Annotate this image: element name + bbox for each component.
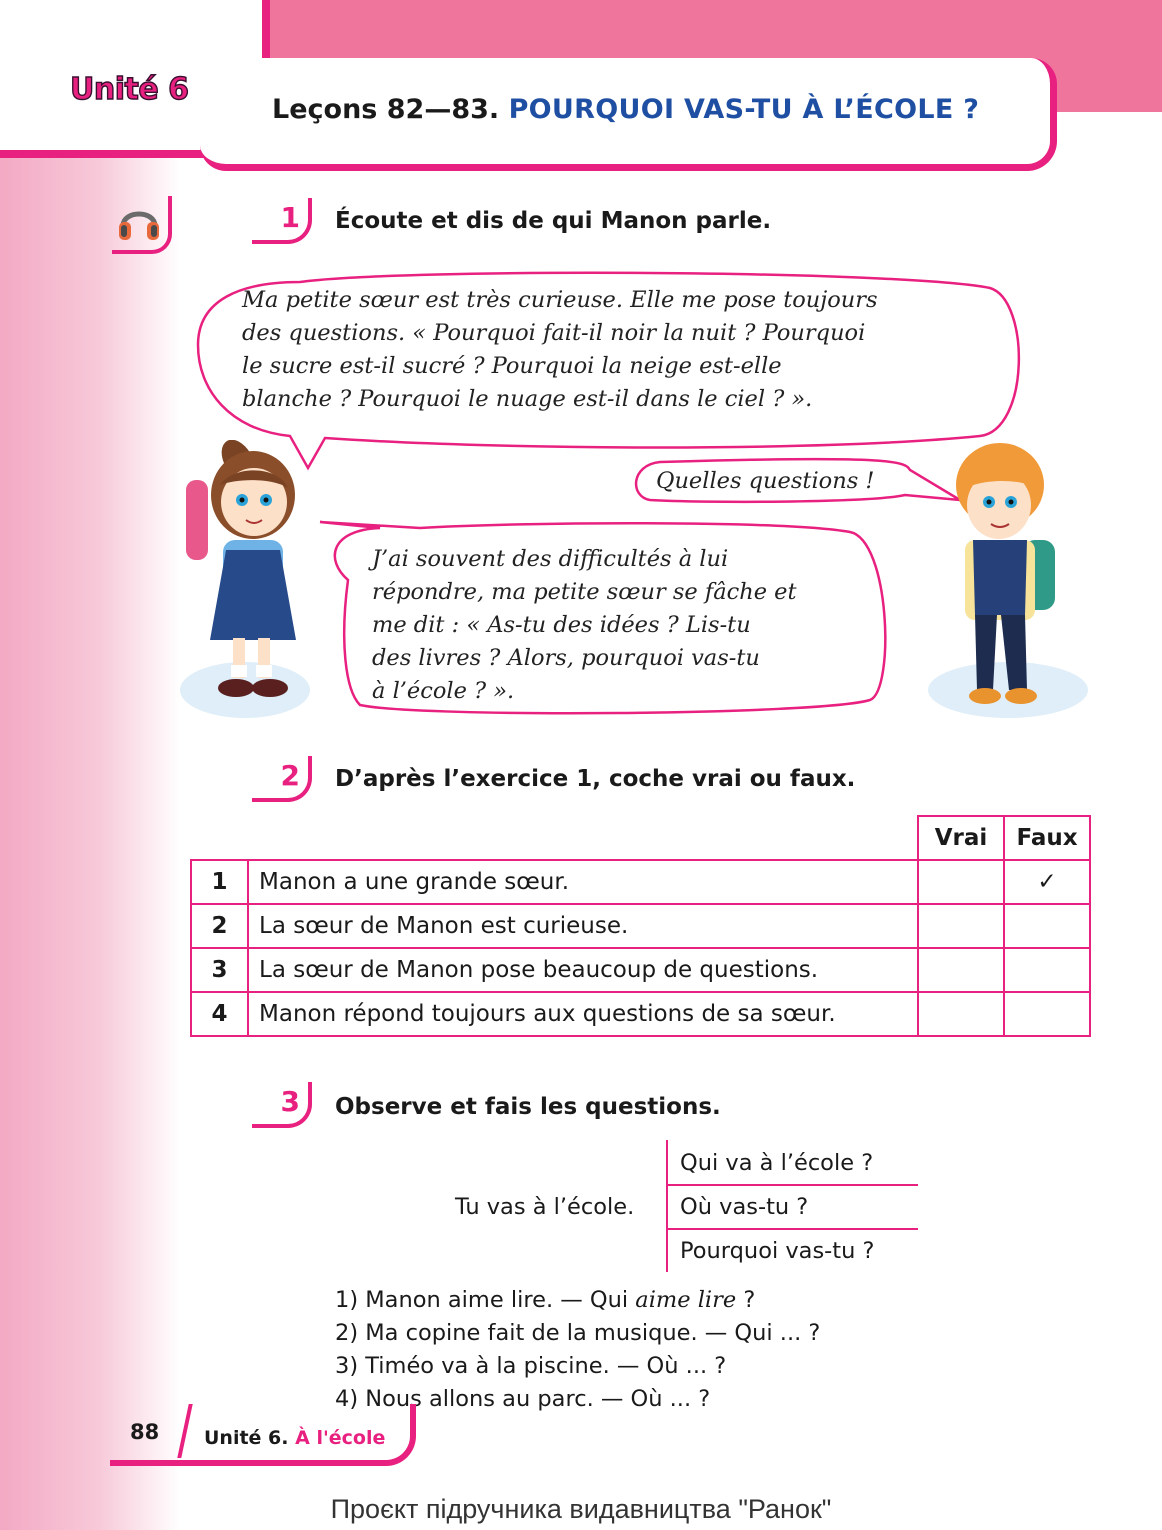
lesson-number: Leçons 82—83. <box>272 94 500 125</box>
unit-badge: Unité 6 <box>70 72 189 107</box>
question-list <box>335 1284 820 1416</box>
bubble-top-line: des questions. « Pourquoi fait-il noir la nuit ? Pourquoi <box>242 320 866 346</box>
footer-unit <box>204 1427 385 1449</box>
item-answer: aime lire <box>635 1287 737 1313</box>
faux-checkbox[interactable]: ✓ <box>1004 860 1090 904</box>
footer-unit-name: À l'école <box>295 1427 386 1449</box>
item-text: 1) Manon aime lire. — Qui <box>335 1287 636 1313</box>
exercise-1-title: Écoute et dis de qui Manon parle. <box>335 208 772 234</box>
row-statement: Manon répond toujours aux questions de sa sœur. <box>248 992 918 1036</box>
faux-checkbox[interactable] <box>1004 992 1090 1036</box>
item-text: 4) Nous allons au parc. — Où ... ? <box>335 1386 711 1412</box>
bubble-bottom-line: J’ai souvent des difficultés à lui <box>372 546 729 572</box>
vrai-checkbox[interactable] <box>918 904 1004 948</box>
true-false-table <box>190 815 1091 1037</box>
row-number: 3 <box>191 948 248 992</box>
table-row <box>191 948 1090 992</box>
bubble-top-line: blanche ? Pourquoi le nuage est-il dans le ciel ? ». <box>242 386 813 412</box>
bubble-boy-text: Quelles questions ! <box>656 468 875 494</box>
exercise-3-number: 3 <box>252 1082 312 1128</box>
project-note: Проєкт підручника видавництва "Ранок" <box>330 1494 832 1524</box>
row-number: 2 <box>191 904 248 948</box>
exercise-3-title: Observe et fais les questions. <box>335 1094 721 1120</box>
bubble-top-text <box>242 284 878 416</box>
row-number: 4 <box>191 992 248 1036</box>
item-text: 2) Ma copine fait de la musique. — Qui ... ? <box>335 1320 821 1346</box>
empty-header <box>191 816 248 860</box>
bubble-bottom-line: me dit : « As-tu des idées ? Lis-tu <box>372 612 751 638</box>
bubble-top-line: Ma petite sœur est très curieuse. Elle me pose toujours <box>242 287 878 313</box>
faux-checkbox[interactable] <box>1004 948 1090 992</box>
exercise-1-number: 1 <box>252 198 312 244</box>
divider-vertical <box>666 1140 668 1272</box>
exercise-2-number: 2 <box>252 756 312 802</box>
exercise-2-title: D’après l’exercice 1, coche vrai ou faux. <box>335 766 856 792</box>
list-item <box>335 1284 820 1317</box>
bubble-bottom-line: des livres ? Alors, pourquoi vas-tu <box>372 645 760 671</box>
list-item <box>335 1350 820 1383</box>
bubble-bottom-line: répondre, ma petite sœur se fâche et <box>372 579 797 605</box>
example-statement: Tu vas à l’école. <box>455 1194 635 1220</box>
vrai-checkbox[interactable] <box>918 948 1004 992</box>
table-row <box>191 992 1090 1036</box>
footer-unit-label: Unité 6. <box>204 1427 289 1449</box>
table-row <box>191 860 1090 904</box>
table-header-row <box>191 816 1090 860</box>
bubble-top-line: le sucre est-il sucré ? Pourquoi la neige est-elle <box>242 353 782 379</box>
example-question: Qui va à l’école ? <box>680 1150 874 1176</box>
faux-checkbox[interactable] <box>1004 904 1090 948</box>
example-question: Où vas-tu ? <box>680 1194 809 1220</box>
page-number: 88 <box>130 1420 160 1444</box>
vrai-checkbox[interactable] <box>918 992 1004 1036</box>
vrai-checkbox[interactable] <box>918 860 1004 904</box>
row-statement: La sœur de Manon pose beaucoup de questions. <box>248 948 918 992</box>
example-question: Pourquoi vas-tu ? <box>680 1238 875 1264</box>
list-item <box>335 1317 820 1350</box>
divider-horizontal <box>668 1228 918 1230</box>
lesson-name: POURQUOI VAS-TU À L’ÉCOLE ? <box>508 94 980 125</box>
boy-illustration <box>935 440 1080 720</box>
row-statement: Manon a une grande sœur. <box>248 860 918 904</box>
bubble-bottom-line: à l’école ? ». <box>372 678 515 704</box>
divider-horizontal <box>668 1184 918 1186</box>
table-row <box>191 904 1090 948</box>
col-vrai: Vrai <box>918 816 1004 860</box>
item-text: 3) Timéo va à la piscine. — Où ... ? <box>335 1353 727 1379</box>
empty-header <box>248 816 918 860</box>
col-faux: Faux <box>1004 816 1090 860</box>
item-text: ? <box>736 1287 756 1313</box>
girl-illustration <box>178 440 313 720</box>
bubble-bottom-text <box>372 543 797 708</box>
row-statement: La sœur de Manon est curieuse. <box>248 904 918 948</box>
row-number: 1 <box>191 860 248 904</box>
